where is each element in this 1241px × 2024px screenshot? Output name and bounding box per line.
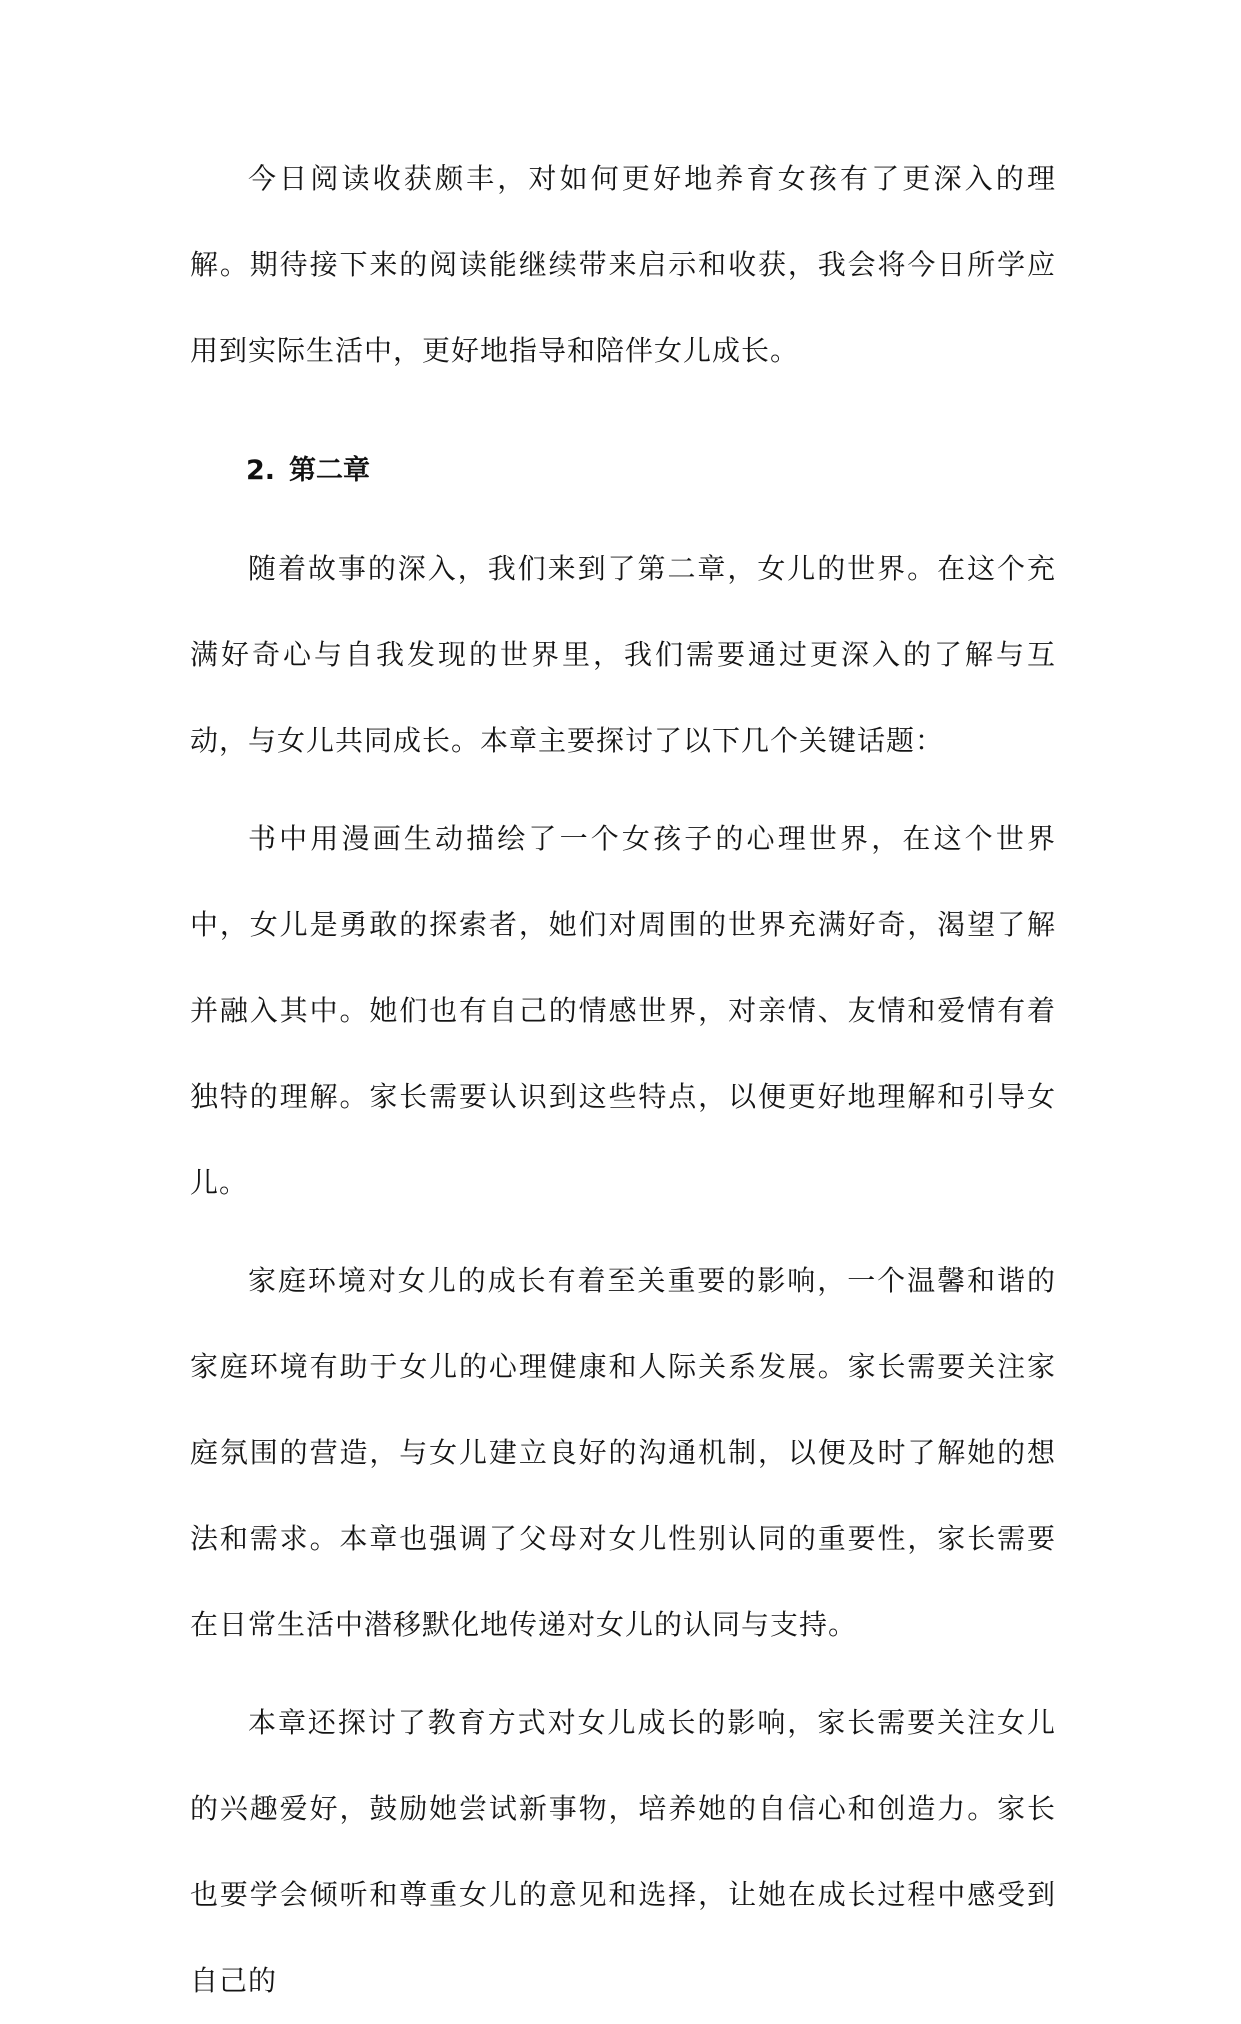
body-paragraph: 家庭环境对女儿的成长有着至关重要的影响，一个温馨和谐的家庭环境有助于女儿的心理健康和人际关系发展。家长需要关注家庭氛围的营造，与女儿建立良好的沟通机制，以便及时了解她的想法和需求。本章也强调了父母对女儿性别认同的重要性，家长需要在日常生活中潜移默化地传递对女儿的认同与支持。 — [190, 1264, 1056, 1641]
section-title: 第二章 — [289, 455, 371, 486]
closing-paragraph: 今日阅读收获颇丰，对如何更好地养育女孩有了更深入的理解。期待接下来的阅读能继续带来启示和收获，我会将今日所学应用到实际生活中，更好地指导和陪伴女儿成长。 — [190, 162, 1056, 367]
body-paragraph: 本章还探讨了教育方式对女儿成长的影响，家长需要关注女儿的兴趣爱好，鼓励她尝试新事物，培养她的自信心和创造力。家长也要学会倾听和尊重女儿的意见和选择，让她在成长过程中感受到自己的 — [190, 1706, 1056, 1997]
body-paragraph: 书中用漫画生动描绘了一个女孩子的心理世界，在这个世界中，女儿是勇敢的探索者，她们对周围的世界充满好奇，渴望了解并融入其中。她们也有自己的情感世界，对亲情、友情和爱情有着独特的理解。家长需要认识到这些特点，以便更好地理解和引导女儿。 — [190, 822, 1056, 1199]
section-number: 2. — [246, 455, 276, 486]
body-paragraph: 随着故事的深入，我们来到了第二章，女儿的世界。在这个充满好奇心与自我发现的世界里，我们需要通过更深入的了解与互动，与女儿共同成长。本章主要探讨了以下几个关键话题： — [190, 552, 1056, 757]
document-body — [190, 136, 1056, 2024]
section-heading — [190, 428, 1056, 514]
